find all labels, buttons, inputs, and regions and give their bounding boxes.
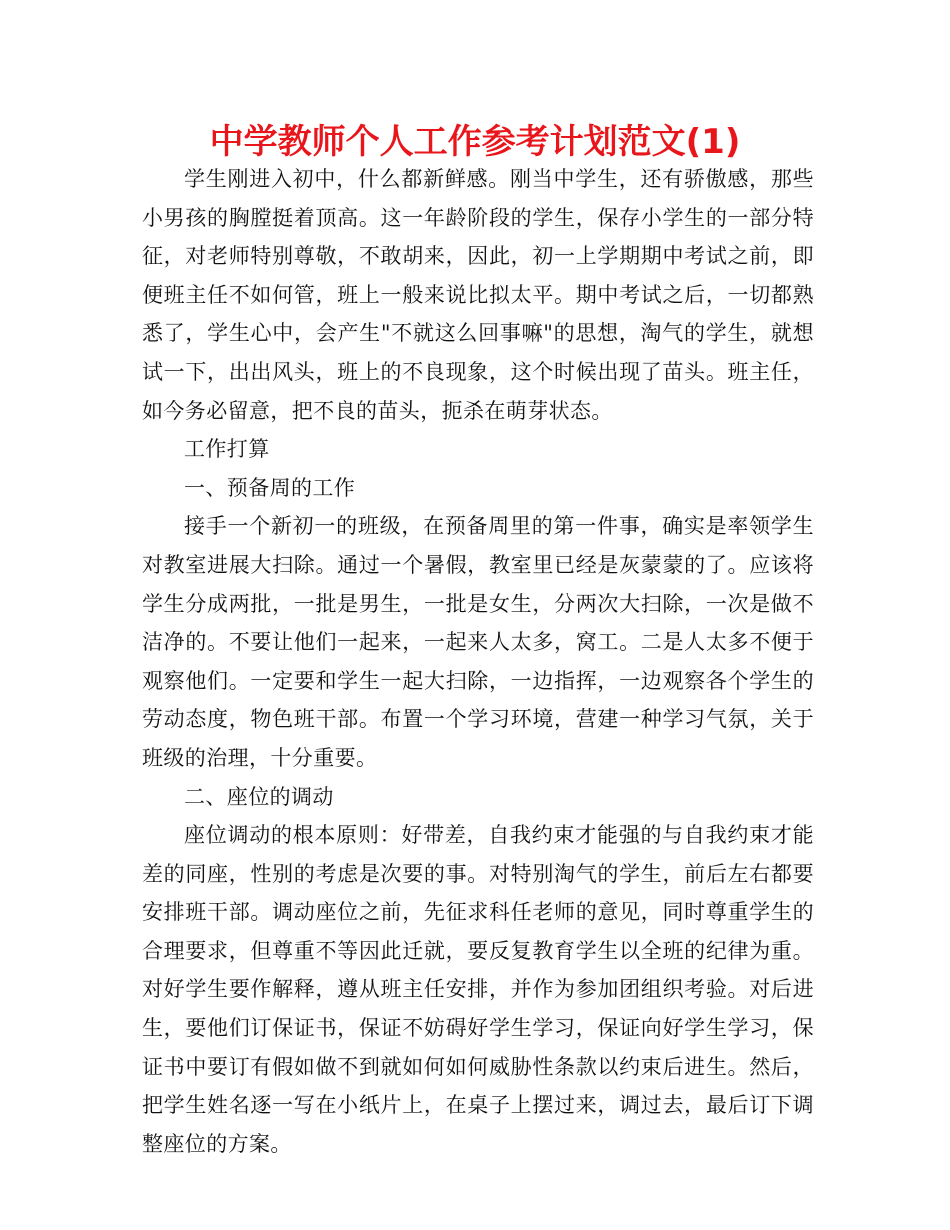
document-body [142, 160, 814, 1163]
paragraph-intro: 学生刚进入初中，什么都新鲜感。刚当中学生，还有骄傲感，那些小男孩的胸膛挺着顶高。这一年龄阶段的学生，保存小学生的一部分特征，对老师特别尊敬，不敢胡来，因此，初一上学期期中考试之前，即便班主任不如何管，班上一般来说比拟太平。期中考试之后，一切都熟悉了，学生心中，会产生"不就这么回事嘛"的思想，淘气的学生，就想试一下，出出风头，班上的不良现象，这个时候出现了苗头。班主任，如今务必留意，把不良的苗头，扼杀在萌芽状态。 [142, 167, 814, 423]
paragraph-section-2: 座位调动的根本原则：好带差，自我约束才能强的与自我约束才能差的同座，性别的考虑是次要的事。对特别淘气的学生，前后左右都要安排班干部。调动座位之前，先征求科任老师的意见，同时尊重学生的合理要求，但尊重不等因此迁就，要反复教育学生以全班的纪律为重。对好学生要作解释，遵从班主任安排，并作为参加团组织考验。对后进生，要他们订保证书，保证不妨碍好学生学习，保证向好学生学习，保证书中要订有假如做不到就如何如何威胁性条款以约束后进生。然后，把学生姓名逐一写在小纸片上，在桌子上摆过来，调过去，最后订下调整座位的方案。 [142, 823, 814, 1156]
paragraph-section-1: 接手一个新初一的班级，在预备周里的第一件事，确实是率领学生对教室进展大扫除。通过一个暑假，教室里已经是灰蒙蒙的了。应该将学生分成两批，一批是男生，一批是女生，分两次大扫除，一次是做不洁净的。不要让他们一起来，一起来人太多，窝工。二是人太多不便于观察他们。一定要和学生一起大扫除，一边指挥，一边观察各个学生的劳动态度，物色班干部。布置一个学习环境，营建一种学习气氛，关于班级的治理，十分重要。 [142, 514, 814, 770]
heading-section-1: 一、预备周的工作 [184, 475, 356, 500]
document-title: 中学教师个人工作参考计划范文(1) [209, 122, 741, 162]
heading-section-2: 二、座位的调动 [184, 784, 334, 809]
heading-work-plan: 工作打算 [184, 437, 270, 462]
